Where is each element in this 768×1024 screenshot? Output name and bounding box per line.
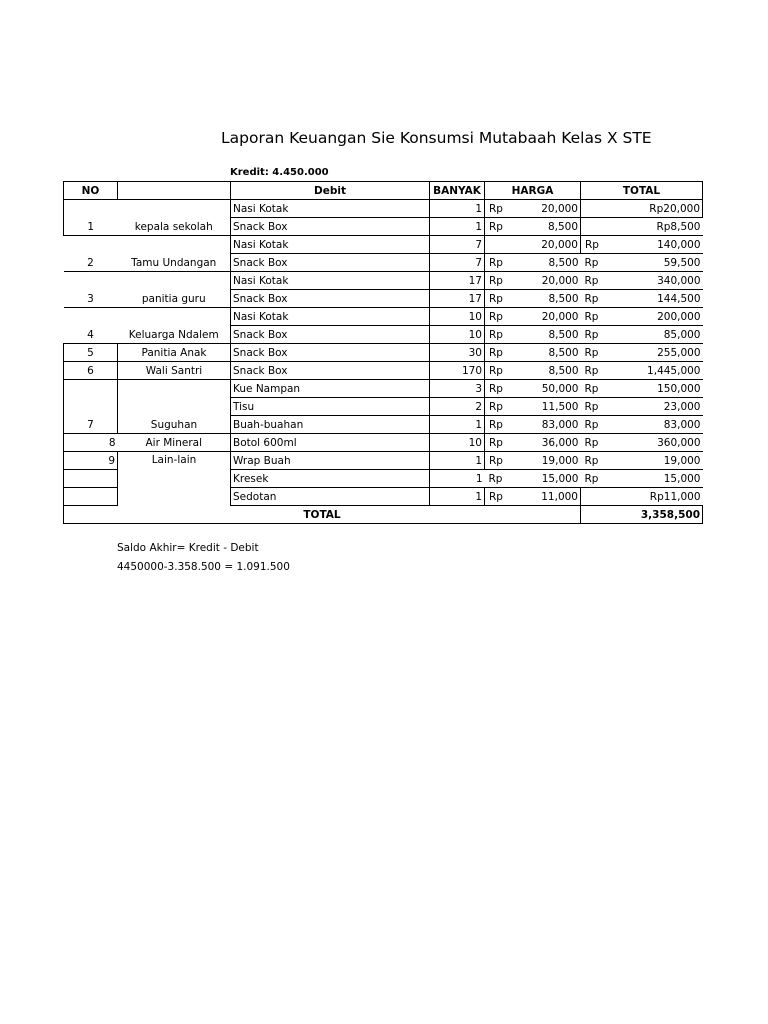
item-total: Rp 23,000	[581, 398, 703, 416]
group-name: Wali Santri	[118, 362, 231, 380]
table-row	[64, 272, 703, 290]
item-harga: Rp 8,500	[485, 254, 581, 272]
item-name: Nasi Kotak	[231, 200, 430, 218]
saldo-calculation: 4450000-3.358.500 = 1.091.500	[117, 561, 290, 573]
table-row	[64, 308, 703, 326]
header-no: NO	[64, 182, 118, 200]
total-label: TOTAL	[64, 506, 581, 524]
group-no: 3	[64, 272, 118, 308]
header-row	[64, 182, 703, 200]
item-name: Kresek	[231, 470, 430, 488]
item-harga: 20,000	[485, 236, 581, 254]
empty-cell	[64, 488, 118, 506]
group-no: 2	[64, 236, 118, 272]
item-qty: 170	[430, 362, 485, 380]
item-harga: Rp 20,000	[485, 200, 581, 218]
item-harga: Rp 15,000	[485, 470, 581, 488]
item-qty: 7	[430, 236, 485, 254]
report-table	[63, 181, 703, 524]
item-name: Snack Box	[231, 326, 430, 344]
group-name: Air Mineral	[118, 434, 231, 452]
item-total: Rp 83,000	[581, 416, 703, 434]
item-name: Buah-buahan	[231, 416, 430, 434]
table-row	[64, 200, 703, 218]
item-name: Sedotan	[231, 488, 430, 506]
item-qty: 1	[430, 488, 485, 506]
item-harga: Rp 8,500	[485, 218, 581, 236]
item-total: Rp20,000	[581, 200, 703, 218]
group-name: panitia guru	[118, 272, 231, 308]
item-harga: Rp 50,000	[485, 380, 581, 398]
header-debit: Debit	[231, 182, 430, 200]
item-harga: Rp 36,000	[485, 434, 581, 452]
item-total: Rp 200,000	[581, 308, 703, 326]
item-harga: Rp 20,000	[485, 308, 581, 326]
item-name: Snack Box	[231, 290, 430, 308]
item-harga: Rp 8,500	[485, 362, 581, 380]
item-harga: Rp 8,500	[485, 290, 581, 308]
item-harga: Rp 8,500	[485, 344, 581, 362]
group-no: 4	[64, 308, 118, 344]
item-name: Tisu	[231, 398, 430, 416]
header-banyak: BANYAK	[430, 182, 485, 200]
header-blank	[118, 182, 231, 200]
saldo-label: Saldo Akhir= Kredit - Debit	[117, 542, 259, 554]
item-qty: 10	[430, 434, 485, 452]
item-total: Rp 59,500	[581, 254, 703, 272]
item-total: Rp11,000	[581, 488, 703, 506]
table-row	[64, 380, 703, 398]
empty-cell	[64, 470, 118, 488]
group-name: Suguhan	[118, 380, 231, 434]
item-qty: 10	[430, 308, 485, 326]
item-name: Wrap Buah	[231, 452, 430, 470]
group-no: 5	[64, 344, 118, 362]
header-harga: HARGA	[485, 182, 581, 200]
item-total: Rp8,500	[581, 218, 703, 236]
total-row	[64, 506, 703, 524]
group-name: Lain-lain	[118, 452, 231, 506]
item-qty: 7	[430, 254, 485, 272]
group-name: kepala sekolah	[118, 200, 231, 236]
item-total: Rp 19,000	[581, 452, 703, 470]
item-qty: 10	[430, 326, 485, 344]
item-total: Rp 85,000	[581, 326, 703, 344]
item-qty: 1	[430, 200, 485, 218]
item-name: Snack Box	[231, 362, 430, 380]
item-name: Botol 600ml	[231, 434, 430, 452]
table-row	[64, 434, 703, 452]
item-harga: Rp 8,500	[485, 326, 581, 344]
item-qty: 1	[430, 452, 485, 470]
group-no: 9	[64, 452, 118, 470]
item-qty: 3	[430, 380, 485, 398]
item-qty: 30	[430, 344, 485, 362]
group-no: 8	[64, 434, 118, 452]
item-name: Nasi Kotak	[231, 308, 430, 326]
group-no: 1	[64, 200, 118, 236]
item-total: Rp 144,500	[581, 290, 703, 308]
table-row	[64, 236, 703, 254]
group-no: 7	[64, 380, 118, 434]
item-name: Snack Box	[231, 344, 430, 362]
item-name: Kue Nampan	[231, 380, 430, 398]
item-harga: Rp 11,000	[485, 488, 581, 506]
table-row	[64, 344, 703, 362]
group-name: Panitia Anak	[118, 344, 231, 362]
header-total: TOTAL	[581, 182, 703, 200]
item-name: Snack Box	[231, 254, 430, 272]
group-name: Keluarga Ndalem	[118, 308, 231, 344]
item-total: Rp 1,445,000	[581, 362, 703, 380]
group-no: 6	[64, 362, 118, 380]
item-total: Rp 15,000	[581, 470, 703, 488]
kredit-label: Kredit: 4.450.000	[230, 167, 329, 178]
table-row	[64, 362, 703, 380]
item-harga: Rp 11,500	[485, 398, 581, 416]
item-total: Rp 340,000	[581, 272, 703, 290]
item-harga: Rp 83,000	[485, 416, 581, 434]
item-name: Nasi Kotak	[231, 236, 430, 254]
grand-total: 3,358,500	[581, 506, 703, 524]
item-total: Rp 360,000	[581, 434, 703, 452]
item-harga: Rp 19,000	[485, 452, 581, 470]
item-harga: Rp 20,000	[485, 272, 581, 290]
table-row	[64, 452, 703, 470]
item-name: Snack Box	[231, 218, 430, 236]
report-title: Laporan Keuangan Sie Konsumsi Mutabaah Kelas X STE	[221, 129, 652, 147]
item-total: Rp 150,000	[581, 380, 703, 398]
item-total: Rp 255,000	[581, 344, 703, 362]
group-name: Tamu Undangan	[118, 236, 231, 272]
item-qty: 17	[430, 290, 485, 308]
item-qty: 2	[430, 398, 485, 416]
item-qty: 1	[430, 218, 485, 236]
item-name: Nasi Kotak	[231, 272, 430, 290]
item-qty: 1	[430, 416, 485, 434]
item-qty: 17	[430, 272, 485, 290]
item-qty: 1	[430, 470, 485, 488]
item-total: Rp 140,000	[581, 236, 703, 254]
